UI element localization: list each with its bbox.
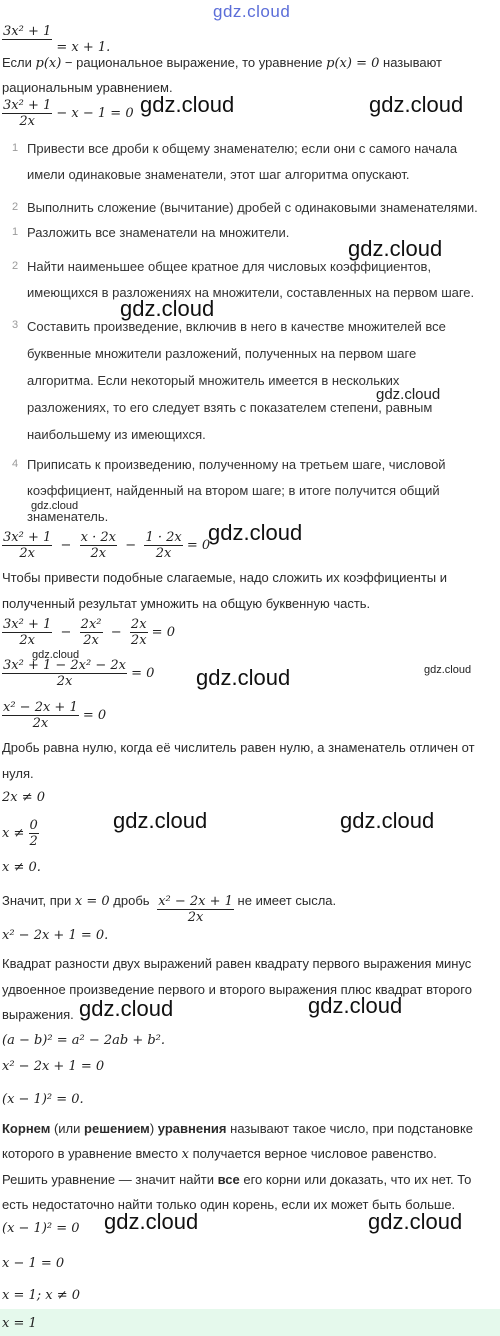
equation-quadratic: x² − 2x + 1 = 0. — [2, 928, 109, 943]
rational-definition-line2: рациональным уравнением. — [2, 80, 173, 95]
algorithm-step: 3 Составить произведение, включив в него в качестве множителей все буквенные множители разложений, полученных на первом шаге алгоритма. Если некоторый множитель имеется в нескольких разложениях, то его следует взять с показателем степени, равным наибольшему из имеющихся. — [12, 319, 446, 442]
root-definition-line2: которого в уравнение вместо x получается верное числовое равенство. — [2, 1146, 437, 1162]
root-definition: Корнем (или решением) уравнения называют такое число, при подстановке — [2, 1121, 474, 1136]
watermark: gdz.cloud — [104, 1209, 199, 1234]
watermark: gdz.cloud — [368, 1209, 463, 1234]
watermark: gdz.cloud — [196, 665, 291, 690]
equation-rhs: = x + 1. — [56, 40, 111, 55]
inequality-1: 2x ≠ 0 — [2, 790, 46, 805]
watermark: gdz.cloud — [308, 993, 403, 1018]
equation-square: (x − 1)² = 0. — [2, 1092, 84, 1107]
watermark: gdz.cloud — [113, 808, 208, 833]
watermark: gdz.cloud — [120, 296, 215, 321]
square-difference-rule-line2: удвоенное произведение первого и второго выражения плюс квадрат второго — [2, 982, 472, 997]
watermark-small: gdz.cloud — [32, 649, 80, 661]
answer-highlight — [0, 1309, 500, 1336]
solve-definition: Решить уравнение — значит найти все его корни или доказать, что их нет. То — [2, 1172, 472, 1187]
watermark: gdz.cloud — [140, 92, 235, 117]
inequality-2: x ≠ $\frac{0}{2}$ — [2, 818, 38, 849]
algorithm-step: 1 Привести все дроби к общему знаменателю; если они с самого начала имели одинаковые знаменатели, этот шаг алгоритма опускают. — [12, 141, 458, 182]
final-eq-2: x − 1 = 0 — [2, 1256, 65, 1271]
watermark: gdz.cloud — [79, 996, 174, 1021]
zero-fraction-rule: Дробь равна нулю, когда её числитель равен нулю, а знаменатель отличен от — [2, 740, 475, 755]
equation-quadratic-2: x² − 2x + 1 = 0 — [2, 1059, 105, 1074]
rational-definition: Если p(x) − рациональное выражение, то уравнение p(x) = 0 называют — [2, 55, 442, 71]
square-difference-rule-line3: выражения. — [2, 1007, 74, 1022]
watermark: gdz.cloud — [208, 520, 303, 545]
algorithm-step: 1 Разложить все знаменатели на множители. — [12, 225, 290, 240]
watermark: gdz.cloud — [348, 236, 443, 261]
zero-fraction-rule-line2: нуля. — [2, 766, 34, 781]
equation-simplified: $\frac{\text{x² − 2x + 1}}{2x}$ = 0 — [3, 700, 107, 731]
watermark-small: gdz.cloud — [31, 500, 79, 512]
final-eq-1: (x − 1)² = 0 — [2, 1221, 80, 1236]
equation-combined: $\frac{\text{3x² + 1 − 2x² − 2x}}{2x}$ = 0 — [3, 658, 155, 689]
equation-rational: $\frac{\text{3x² + 1}}{2x}$ − x − 1 = 0 — [3, 98, 134, 129]
equation-start — [2, 24, 110, 55]
solve-definition-line2: есть недостаточно найти только один корень, если их может быть больше. — [2, 1197, 456, 1212]
square-difference-rule: Квадрат разности двух выражений равен квадрату первого выражения минус — [2, 956, 472, 971]
square-formula: (a − b)² = a² − 2ab + b². — [2, 1033, 166, 1048]
equation-expanded: $\frac{\text{3x² + 1}}{2x}$ − $\frac{\text{2x²}}{2x}$ − $\frac{2x}{2x}$ = 0 — [3, 617, 175, 648]
equation-numerator: 3x² + 1 — [3, 24, 52, 39]
watermark: gdz.cloud — [340, 808, 435, 833]
watermark-small: gdz.cloud — [376, 386, 441, 403]
equation-common-denominator: $\frac{\text{3x² + 1}}{2x}$ − $\frac{x \cdot 2x}{2x}$ − $\frac{1 \cdot 2x}{2x}$ = 0 — [3, 530, 211, 561]
watermark: gdz.cloud — [369, 92, 464, 117]
algorithm-step: 2 Найти наименьшее общее кратное для числовых коэффициентов, имеющихся в разложениях на множители, составленных на первом шаге. — [12, 259, 475, 300]
like-terms-rule-line2: полученный результат умножить на общую буквенную часть. — [2, 596, 371, 611]
site-logo[interactable]: gdz.cloud — [213, 2, 291, 21]
algorithm-step: 4 Приписать к произведению, полученному на третьем шаге, числовой коэффициент, найденный на втором шаге; в итоге получится общий знаменатель. — [12, 457, 446, 524]
like-terms-rule: Чтобы привести подобные слагаемые, надо сложить их коэффициенты и — [2, 570, 447, 585]
answer: x = 1 — [2, 1316, 37, 1331]
inequality-3: x ≠ 0. — [2, 860, 41, 875]
final-eq-3: x = 1; x ≠ 0 — [2, 1288, 81, 1303]
watermark-small: gdz.cloud — [424, 664, 472, 676]
undefined-statement: Значит, при x = 0 дробь $\frac{\text{x² − 2x + 1}}{2x}$ не имеет сысла. — [2, 892, 337, 925]
algorithm-step: 2 Выполнить сложение (вычитание) дробей с одинаковыми знаменателями. — [12, 200, 478, 215]
